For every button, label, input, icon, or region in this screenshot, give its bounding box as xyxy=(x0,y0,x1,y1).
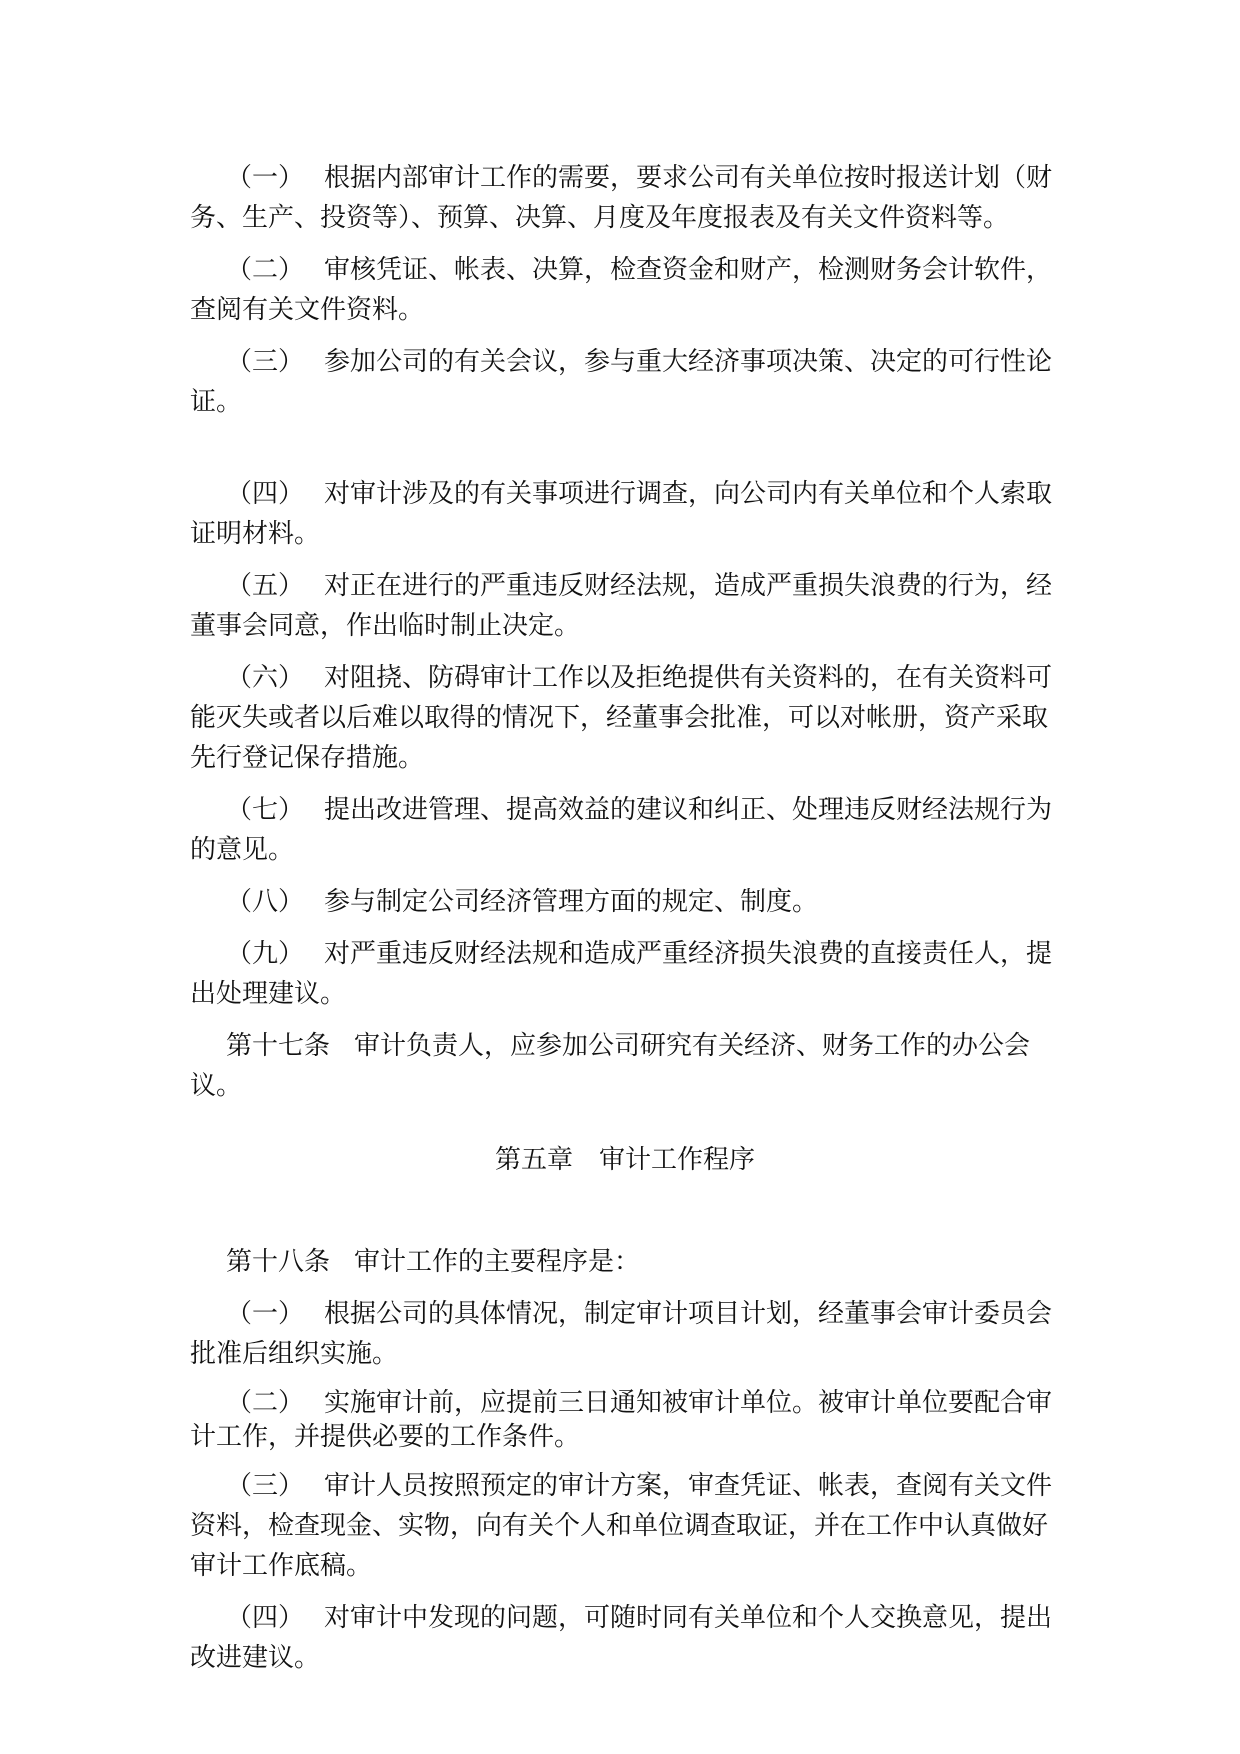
list-item: （六） 对阻挠、防碍审计工作以及拒绝提供有关资料的，在有关资料可能灭失或者以后难以取得的情况下，经董事会批准，可以对帐册，资产采取先行登记保存措施。 xyxy=(190,663,1053,773)
list-item: （四） 对审计涉及的有关事项进行调查，向公司内有关单位和个人索取证明材料。 xyxy=(190,479,1053,549)
list-item: （五） 对正在进行的严重违反财经法规，造成严重损失浪费的行为，经董事会同意，作出临时制止决定。 xyxy=(190,571,1053,641)
list-item: （八） 参与制定公司经济管理方面的规定、制度。 xyxy=(226,887,819,917)
list-item: （二） 实施审计前，应提前三日通知被审计单位。被审计单位要配合审计工作，并提供必要的工作条件。 xyxy=(190,1388,1053,1452)
list-item: （九） 对严重违反财经法规和造成严重经济损失浪费的直接责任人，提出处理建议。 xyxy=(190,939,1053,1009)
list-item: （四） 对审计中发现的问题，可随时同有关单位和个人交换意见，提出改进建议。 xyxy=(190,1603,1053,1673)
article-18: 第十八条 审计工作的主要程序是： xyxy=(226,1247,641,1277)
document-page xyxy=(190,158,1060,1690)
list-item: （三） 参加公司的有关会议，参与重大经济事项决策、决定的可行性论证。 xyxy=(190,347,1053,417)
article-17: 第十七条 审计负责人，应参加公司研究有关经济、财务工作的办公会议。 xyxy=(190,1031,1031,1101)
list-item: （七） 提出改进管理、提高效益的建议和纠正、处理违反财经法规行为的意见。 xyxy=(190,795,1053,865)
list-item: （一） 根据公司的具体情况，制定审计项目计划，经董事会审计委员会批准后组织实施。 xyxy=(190,1299,1053,1369)
list-item: （三） 审计人员按照预定的审计方案，审查凭证、帐表，查阅有关文件资料，检查现金、实物，向有关个人和单位调查取证，并在工作中认真做好审计工作底稿。 xyxy=(190,1471,1053,1581)
chapter-heading: 第五章 审计工作程序 xyxy=(494,1145,755,1175)
list-item: （一） 根据内部审计工作的需要，要求公司有关单位按时报送计划（财务、生产、投资等）、预算、决算、月度及年度报表及有关文件资料等。 xyxy=(190,163,1053,233)
list-item: （二） 审核凭证、帐表、决算，检查资金和财产，检测财务会计软件，查阅有关文件资料。 xyxy=(190,255,1053,325)
